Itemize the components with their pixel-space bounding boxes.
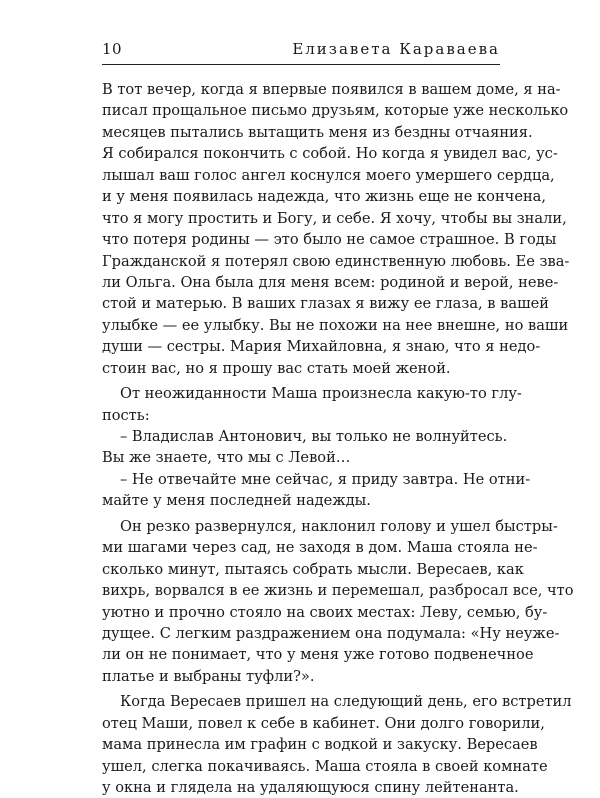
text-line: души — сестры. Мария Михайловна, я знаю, что я недо- [102, 338, 541, 356]
text-line: отец Маши, повел к себе в кабинет. Они долго говорили, [102, 714, 545, 732]
text-line: ли Ольга. Она была для меня всем: родиной и верой, неве- [102, 273, 559, 291]
text-line: стой и матерью. В ваших глазах я вижу ее глаза, в вашей [102, 295, 549, 313]
text-line: Гражданской я потерял свою единственную любовь. Ее зва- [102, 252, 570, 270]
text-line: уютно и прочно стояло на своих местах: Леву, семью, бу- [102, 603, 548, 621]
text-line: писал прощальное письмо друзьям, которые уже несколько [102, 102, 569, 120]
text-line: пость: [102, 406, 150, 424]
text-line: ли он не понимает, что у меня уже готово подвенечное [102, 646, 534, 664]
text-line: вихрь, ворвался в ее жизнь и перемешал, разбросал все, что [102, 582, 574, 600]
text-line: В тот вечер, когда я впервые появился в вашем доме, я на- [102, 81, 561, 98]
text-line: стоин вас, но я прошу вас стать моей женой. [102, 359, 451, 377]
text-line: – Владислав Антонович, вы только не волнуйтесь. [120, 428, 508, 445]
text-line: что потеря родины — это было не самое страшное. В годы [102, 231, 557, 249]
header-rule [102, 64, 500, 65]
text-line: что я могу простить и Богу, и себе. Я хочу, чтобы вы знали, [102, 209, 567, 227]
text-line: От неожиданности Маша произнесла какую-то глу- [120, 385, 522, 403]
text-line: платье и выбраны туфли?». [102, 667, 315, 685]
running-head-author: Елизавета Караваева [292, 40, 500, 58]
text-line: Он резко развернулся, наклонил голову и ушел быстры- [120, 517, 558, 535]
text-line: Когда Вересаев пришел на следующий день, его встретил [120, 693, 572, 711]
text-line: ушел, слегка покачиваясь. Маша стояла в своей комнате [102, 757, 548, 775]
text-line: сколько минут, пытаясь собрать мысли. Вересаев, как [102, 560, 524, 578]
text-line: месяцев пытались вытащить меня из бездны отчаяния. [102, 123, 533, 141]
text-line: и у меня появилась надежда, что жизнь еще не кончена, [102, 188, 547, 206]
text-line: дущее. С легким раздражением она подумала: «Ну неуже- [102, 624, 560, 642]
text-line: майте у меня последней надежды. [102, 492, 371, 510]
text-line: – Не отвечайте мне сейчас, я приду завтра. Не отни- [120, 470, 531, 488]
page-number: 10 [102, 40, 123, 58]
text-line: Я собирался покончить с собой. Но когда я увидел вас, ус- [102, 145, 558, 163]
text-line: мама принесла им графин с водкой и закуску. Вересаев [102, 736, 538, 754]
text-line: лышал ваш голос ангел коснулся моего умершего сердца, [102, 166, 555, 184]
text-line: улыбке — ее улыбку. Вы не похожи на нее внешне, но ваши [102, 316, 569, 334]
text-line: Вы же знаете, что мы с Левой… [102, 449, 351, 467]
text-line: ми шагами через сад, не заходя в дом. Маша стояла не- [102, 539, 538, 557]
body-text [102, 79, 574, 798]
page-header [102, 40, 500, 64]
text-line: у окна и глядела на удаляющуюся спину лейтенанта. [102, 779, 519, 796]
